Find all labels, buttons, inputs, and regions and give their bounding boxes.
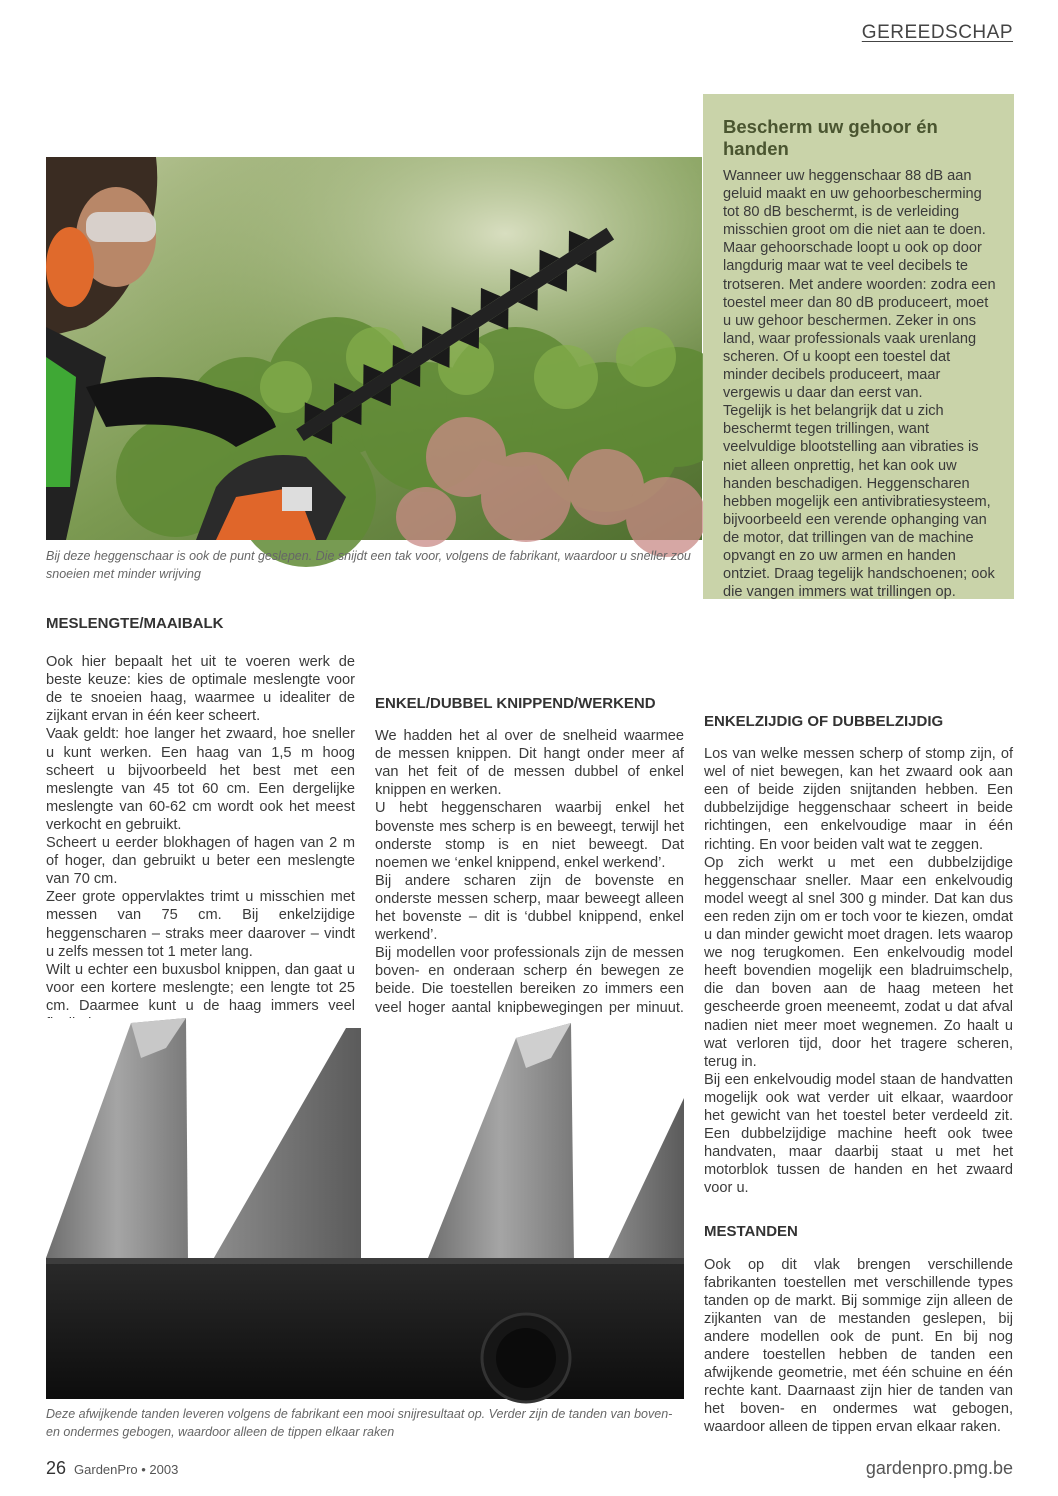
article-paragraph: Ook hier bepaalt het uit te voeren werk de beste keuze: kies de optimale meslengte voor de te snoeien haag, waarmee u idealiter de zijkant ervan in één keer scheert. [46, 654, 355, 725]
website-url[interactable]: gardenpro.pmg.be [865, 1458, 1013, 1478]
blade-teeth-photo [46, 1018, 684, 1399]
section-heading: MESTANDEN [704, 1223, 798, 1241]
sidebar-paragraph: Wanneer uw heggenschaar 88 dB aan geluid maakt en uw gehoorbescherming tot 80 dB beschermt, is de verleiding misschien groot om die niet aan te doen. Maar gehoorschade loopt u ook op door langdurig maar wat te veel decibels te trotseren. Met andere woorden: zodra een toestel meer dan 80 dB produceert, moet u uw gehoor beschermen. Zeker in ons land, waar professionals vaak urenlang scheren. Of u koopt een toestel dat minder decibels produceert, maar vergewis u daar dan eerst van. [723, 168, 996, 402]
page-number: 26 [46, 1458, 67, 1478]
article-paragraph: Ook op dit vlak brengen verschillende fabrikanten toestellen met verschillende types tanden op de markt. Bij sommige zijn alleen de zijkanten van de mestanden geslepen, bij andere modellen ook de punt. En bij nog andere toestellen hebben de tanden een afwijkende geometrie, met één schuine en één rechte kant. Daarnaast zijn hier de tanden van het boven- en ondermes wat gebogen, waardoor alleen de tippen ervan elkaar raken. [704, 1256, 1013, 1436]
article-paragraph: Wilt u echter een buxusbol knippen, dan gaat u voor een kortere meslengte; een lengte tot 25 cm. Daarmee kunt u de haag immers veel [46, 961, 355, 1014]
article-paragraph: Vaak geldt: hoe langer het zwaard, hoe sneller u kunt werken. Een haag van 1,5 m hoog scheert u bijvoorbeeld het best met een meslengte van 45 tot 60 cm. Een dergelijke meslengte van 60-62 cm wordt ook het meest verkocht en gebruikt. [46, 726, 355, 833]
section-heading: ENKEL/DUBBEL KNIPPEND/WERKEND [375, 695, 656, 712]
bottom-photo-caption: Deze afwijkende tanden leveren volgens de fabrikant een mooi snijresultaat op. Verder zijn de tanden van boven- en ondermes gebogen, waardoor alleen de tippen elkaar raken [46, 1407, 673, 1439]
article-paragraph: Bij modellen voor professionals zijn de messen boven- en onderaan scherp én bewegen ze beide. Die toestellen bereiken zo immers een veel hoger aantal knipbewegingen per minuut. [375, 945, 684, 1016]
article-paragraph: Op zich werkt u met een dubbelzijdige heggenschaar sneller. Maar een enkelvoudig model weegt al snel 300 g minder. Dat kan dus een reden zijn om er toch voor te kiezen, omdat u dan minder gewicht moet dragen. Iets waarop we nog terugkomen. Een enkelvoudig model heeft bovendien mogelijk een bladruimschelp, die dan boven aan de haag meteen het gescheerde groen meeneemt, zodat u dat afval nadien niet meer moet wegnemen. Zo haalt u wat verloren tijd, door het tragere scheren, terug in. [704, 854, 1013, 1070]
article-paragraph: Bij andere scharen zijn de bovenste en onderste messen scherp, maar beweegt alleen het bovenste – dit is ‘dubbel knippend, enkel werkend’. [375, 872, 684, 944]
hedge-trimmer-photo [46, 157, 702, 540]
article-column-3 [704, 615, 1013, 1436]
article-paragraph: U hebt heggenscharen waarbij enkel het bovenste mes scherp is en beweegt, terwijl het onderste stomp is en niet beweegt. Dat noemen we ‘enkel knippend, enkel werkend’. [375, 800, 684, 871]
top-photo-caption: Bij deze heggenschaar is ook de punt geslepen. Die snijdt een tak voor, volgens de fabrikant, waardoor u sneller zou snoeien met minder wrijving [46, 549, 691, 581]
article-paragraph: Bij een enkelvoudig model staan de handvatten mogelijk ook wat verder uit elkaar, waardoor het gewicht van het toestel beter verdeeld zit. Een dubbelzijdige machine heeft ook twee handvaten, maar daarbij staat u met het motorblok tussen de handen en het zwaard voor u. [704, 1071, 1013, 1197]
section-heading: MESLENGTE/MAAIBALK [46, 615, 224, 632]
section-tag: GEREEDSCHAP [861, 22, 1013, 43]
article-paragraph: Los van welke messen scherp of stomp zijn, of wel of niet bewegen, kan het zwaard ook aan een of beide zijden snijtanden hebben. Een dubbelzijdige heggenschaar scheert in beide richtingen, een enkelvoudige maar in één richting. En voor beiden valt wat te zeggen. [704, 746, 1013, 853]
section-heading: ENKELZIJDIG OF DUBBELZIJDIG [704, 713, 944, 730]
sidebar-title: Bescherm uw gehoor én handen [723, 116, 938, 159]
sidebar-paragraph: Tegelijk is het belangrijk dat u zich beschermt tegen trillingen, want veelvuldige blootstelling aan vibraties is niet alleen onprettig, het kan ook uw handen beschadigen. Heggenscharen hebben mogelijk een antivibratiesysteem, bijvoorbeeld een verende ophanging van de motor, dat trillingen van de machine opvangt en zo uw armen en handen ontziet. Draag tegelijk handschoenen; ook die vangen immers wat trillingen op. [723, 403, 995, 601]
publication-name: GardenPro • 2003 [74, 1462, 179, 1477]
page-footer [46, 1458, 178, 1479]
article-column-1 [46, 615, 355, 1014]
sidebar-box [703, 94, 1014, 599]
article-column-2 [375, 615, 684, 1016]
article-paragraph: Zeer grote oppervlaktes trimt u misschien met messen van 75 cm. Bij enkelzijdige heggenscharen – straks meer daarover – vindt u zelfs messen tot 1 meter lang. [46, 889, 355, 960]
article-paragraph: We hadden het al over de snelheid waarmee de messen knippen. Dit hangt onder meer af van het feit of de messen dubbel of enkel knippen en werken. [375, 728, 684, 799]
article-paragraph: Scheert u eerder blokhagen of hagen van 2 m of hoger, dan gebruikt u beter een meslengte van 70 cm. [46, 835, 355, 888]
